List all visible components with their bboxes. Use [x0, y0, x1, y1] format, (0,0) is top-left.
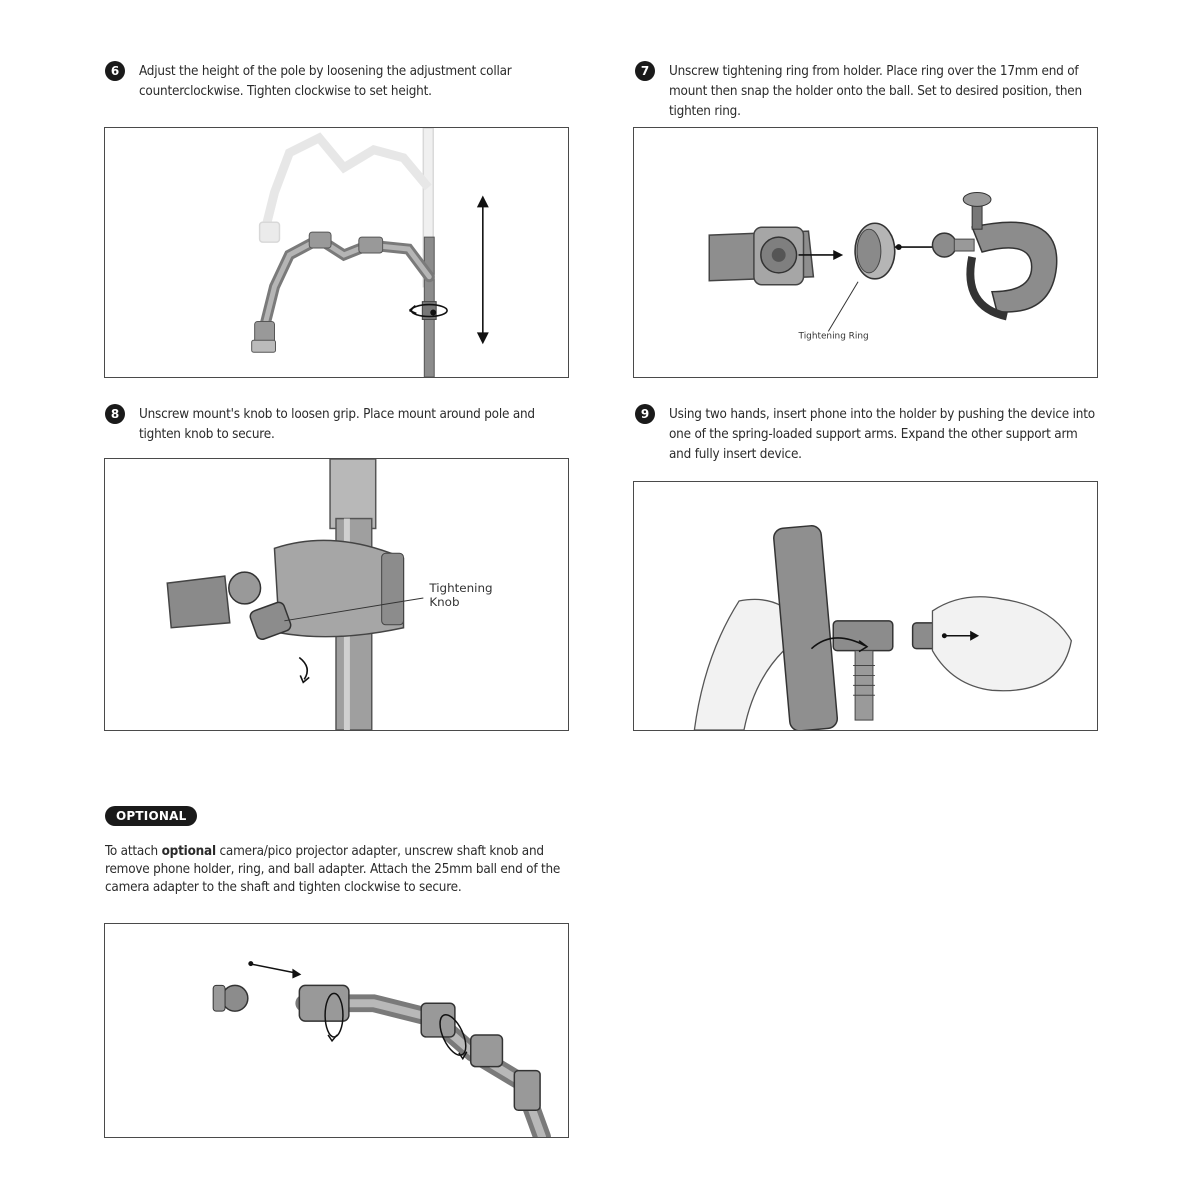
step-6-header — [105, 62, 575, 102]
optional-text-after: camera/pico projector adapter, unscrew shaft knob and remove phone holder, ring, and ball adapter. Attach the 25mm ball end of the camera adapter to the shaft and tighten clockwise to secure. — [105, 844, 561, 895]
phone-insert-diagram — [634, 482, 1097, 730]
step-9-header — [635, 405, 1100, 465]
step-6-number: 6 — [105, 61, 125, 81]
step-7-number: 7 — [635, 61, 655, 81]
optional-text — [105, 843, 585, 897]
step-8-number: 8 — [105, 404, 125, 424]
camera-adapter-diagram — [105, 924, 568, 1137]
step-8-text: Unscrew mount's knob to loosen grip. Place mount around pole and tighten knob to secure. — [139, 407, 535, 442]
tightening-ring-label: Tightening Ring — [798, 331, 869, 342]
optional-illustration — [104, 923, 569, 1138]
step-8-header — [105, 405, 575, 445]
holder-assembly-diagram — [634, 128, 1097, 377]
step-6-text: Adjust the height of the pole by loosening the adjustment collar counterclockwise. Tighten clockwise to set height. — [139, 64, 512, 99]
step-8-illustration — [104, 458, 569, 731]
step-9-text: Using two hands, insert phone into the holder by pushing the device into one of the spring-loaded support arms. Expand the other support arm and fully insert device. — [669, 407, 1095, 462]
step-9-illustration — [633, 481, 1098, 731]
optional-text-bold: optional — [161, 844, 216, 859]
step-7-illustration — [633, 127, 1098, 378]
pole-height-diagram — [105, 128, 568, 377]
optional-badge: OPTIONAL — [105, 806, 197, 826]
step-7-text: Unscrew tightening ring from holder. Place ring over the 17mm end of mount then snap the holder onto the ball. Set to desired position, then tighten ring. — [669, 64, 1082, 119]
step-9-number: 9 — [635, 404, 655, 424]
tightening-knob-label-1: Tightening — [429, 581, 493, 596]
step-7-header — [635, 62, 1100, 122]
clamp-mount-diagram — [105, 459, 568, 730]
optional-text-before: To attach — [105, 844, 162, 859]
tightening-knob-label-2: Knob — [429, 594, 460, 609]
step-6-illustration — [104, 127, 569, 378]
